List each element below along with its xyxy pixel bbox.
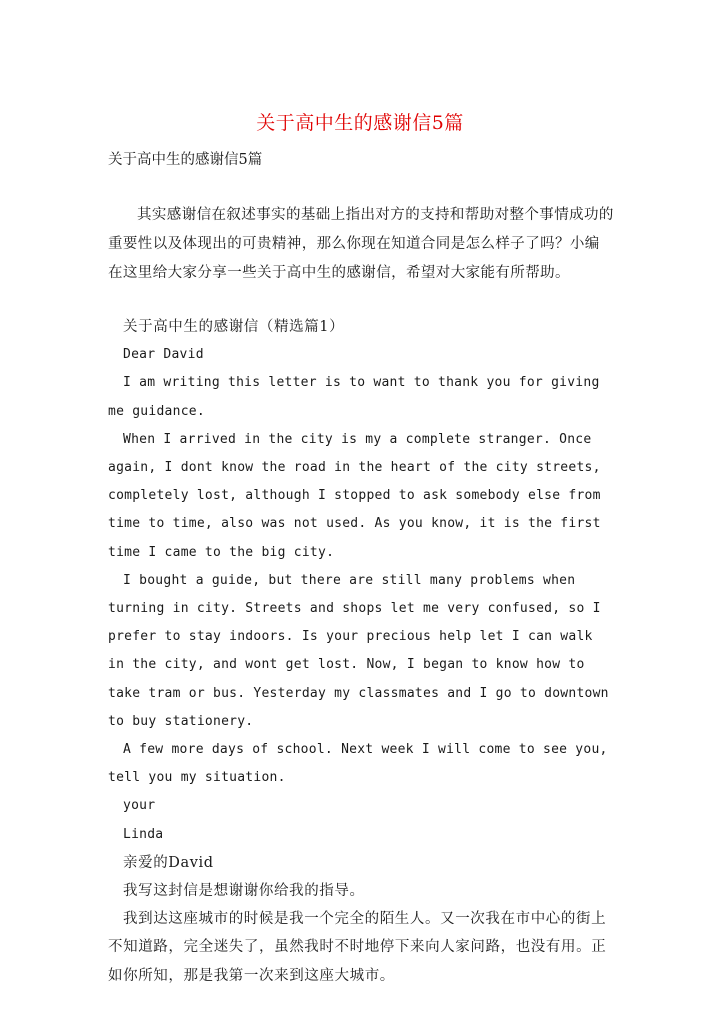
section-heading: 关于高中生的感谢信（精选篇1） xyxy=(123,319,345,335)
document-title: 关于高中生的感谢信5篇 xyxy=(256,112,464,134)
letter-greeting-cn: 亲爱的David xyxy=(123,854,214,871)
letter-paragraph-en-2: When I arrived in the city is my a complete stranger. Once again, I dont know the road in the heart of the city streets, completely lost, although I stopped to ask somebody else from time to time, also was not used. As you know, it is the first time I came to the big city. xyxy=(108,431,601,560)
letter-paragraph-en-4: A few more days of school. Next week I will come to see you, tell you my situation. xyxy=(108,742,608,786)
letter-paragraph-cn-2: 我到达这座城市的时候是我一个完全的陌生人。又一次我在市中心的街上不知道路，完全迷失了，虽然我时不时地停下来向人家问路，也没有用。正如你所知，那是我第一次来到这座大城市。 xyxy=(108,911,607,984)
letter-signature-en: Linda xyxy=(123,826,164,842)
letter-paragraph-en-3: I bought a guide, but there are still many problems when turning in city. Streets and shops let me very confused, so I prefer to stay indoors. Is your precious help let I can walk in the city, and wont get lost. Now, I began to know how to take tram or bus. Yesterday my classmates and I go to downtown to buy stationery. xyxy=(108,572,609,729)
letter-closing-en: your xyxy=(123,798,156,814)
letter-paragraph-cn-1: 我写这封信是想谢谢你给我的指导。 xyxy=(123,883,365,900)
document-subtitle: 关于高中生的感谢信5篇 xyxy=(108,152,263,168)
intro-paragraph: 其实感谢信在叙述事实的基础上指出对方的支持和帮助对整个事情成功的重要性以及体现出的可贵精神，那么你现在知道合同是怎么样子了吗？小编在这里给大家分享一些关于高中生的感谢信，希望对大家能有所帮助。 xyxy=(108,207,614,281)
letter-paragraph-en-1: I am writing this letter is to want to thank you for giving me guidance. xyxy=(108,375,600,419)
letter-greeting-en: Dear David xyxy=(123,347,204,363)
letter-body xyxy=(108,313,614,990)
